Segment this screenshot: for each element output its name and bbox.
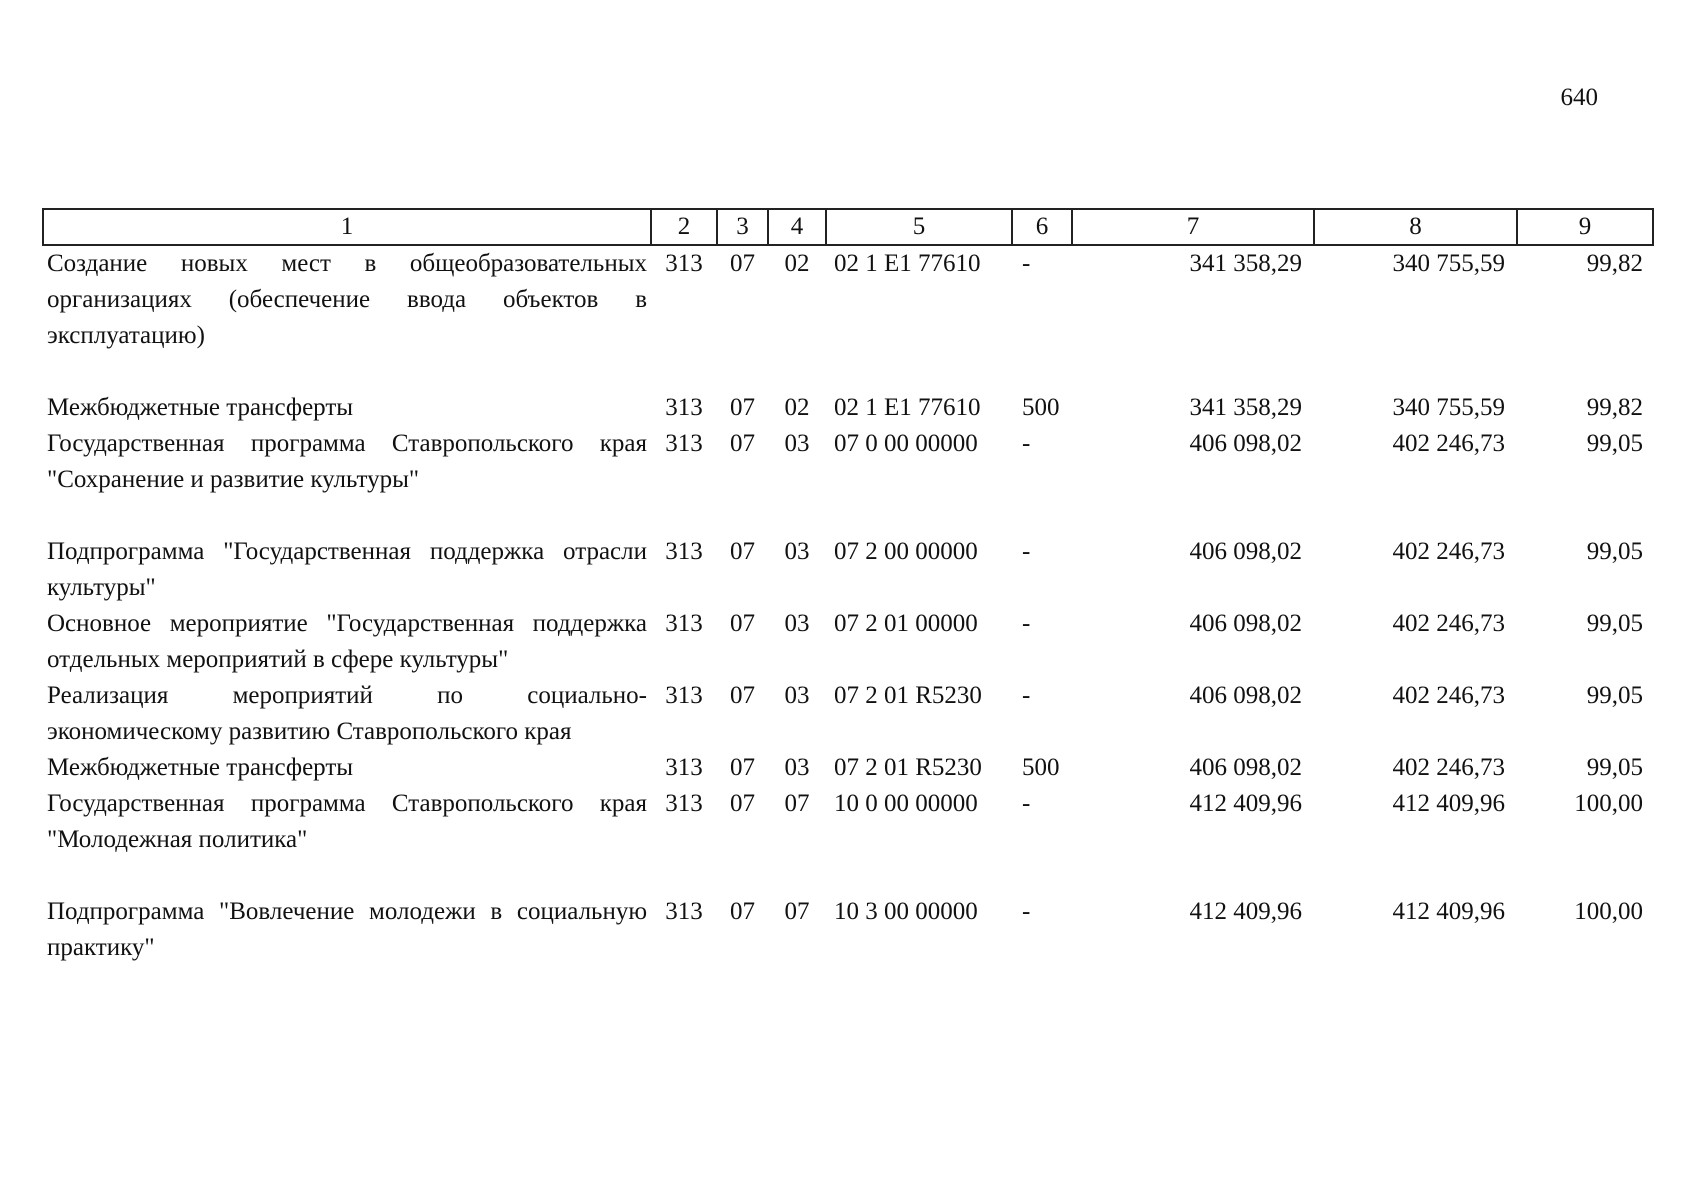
col9-cell: 99,05 <box>1586 610 1643 637</box>
col9-cell: 100,00 <box>1574 790 1643 817</box>
table-row <box>43 534 1653 606</box>
header-cell: 1 <box>43 209 651 245</box>
col2-cell: 313 <box>665 538 703 565</box>
col9-cell: 99,82 <box>1586 250 1643 277</box>
col2-cell: 313 <box>665 394 703 421</box>
col6-cell: - <box>1022 898 1031 925</box>
header-cell: 9 <box>1517 209 1653 245</box>
row-name-cell: Межбюджетные трансферты <box>47 394 354 421</box>
col8-cell: 412 409,96 <box>1392 790 1505 817</box>
col6-cell: - <box>1022 250 1031 277</box>
col6-cell: - <box>1022 682 1031 709</box>
col9-cell: 99,05 <box>1586 682 1643 709</box>
col7-cell: 341 358,29 <box>1189 394 1302 421</box>
table-row <box>43 245 1653 390</box>
col4-cell: 07 <box>784 898 810 925</box>
col3-cell: 07 <box>730 430 755 457</box>
header-cell: 8 <box>1314 209 1517 245</box>
col7-cell: 406 098,02 <box>1189 610 1302 637</box>
col3-cell: 07 <box>730 790 755 817</box>
col5-cell: 10 0 00 00000 <box>834 790 978 817</box>
row-name-cell: Основное мероприятие "Государственная поддержка отдельных мероприятий в сфере культуры" <box>47 610 647 673</box>
col3-cell: 07 <box>730 394 755 421</box>
col4-cell: 02 <box>784 250 810 277</box>
header-cell: 6 <box>1012 209 1072 245</box>
header-cell: 3 <box>717 209 768 245</box>
col9-cell: 99,05 <box>1586 754 1643 781</box>
col7-cell: 412 409,96 <box>1189 898 1302 925</box>
col9-cell: 99,05 <box>1586 430 1643 457</box>
row-name-cell: Создание новых мест в общеобразовательных организациях (обеспечение ввода объектов в эксплуатацию) <box>47 250 647 349</box>
row-name-cell: Государственная программа Ставропольского края "Молодежная политика" <box>47 790 647 853</box>
col7-cell: 341 358,29 <box>1189 250 1302 277</box>
col2-cell: 313 <box>665 610 703 637</box>
table-row <box>43 786 1653 894</box>
table-row <box>43 606 1653 678</box>
col3-cell: 07 <box>730 682 755 709</box>
row-name-cell: Межбюджетные трансферты <box>47 754 354 781</box>
col6-cell: - <box>1022 790 1031 817</box>
col6-cell: - <box>1022 430 1031 457</box>
col8-cell: 340 755,59 <box>1392 394 1505 421</box>
col6-cell: - <box>1022 610 1031 637</box>
col7-cell: 406 098,02 <box>1189 430 1302 457</box>
col6-cell: - <box>1022 538 1031 565</box>
col3-cell: 07 <box>730 250 755 277</box>
col6-cell: 500 <box>1022 394 1060 421</box>
col8-cell: 412 409,96 <box>1392 898 1505 925</box>
col8-cell: 340 755,59 <box>1392 250 1505 277</box>
col5-cell: 02 1 E1 77610 <box>834 394 981 421</box>
header-row <box>43 209 1653 245</box>
col3-cell: 07 <box>730 754 755 781</box>
col3-cell: 07 <box>730 538 755 565</box>
col2-cell: 313 <box>665 430 703 457</box>
row-name-cell: Подпрограмма "Вовлечение молодежи в социальную практику" <box>47 898 647 961</box>
col3-cell: 07 <box>730 610 755 637</box>
col7-cell: 412 409,96 <box>1189 790 1302 817</box>
col8-cell: 402 246,73 <box>1392 682 1505 709</box>
budget-table <box>42 208 1654 966</box>
page-number: 640 <box>1560 84 1598 111</box>
table-row <box>43 750 1653 786</box>
col2-cell: 313 <box>665 898 703 925</box>
table-row <box>43 678 1653 750</box>
col6-cell: 500 <box>1022 754 1060 781</box>
col9-cell: 99,05 <box>1586 538 1643 565</box>
col4-cell: 03 <box>784 682 810 709</box>
col2-cell: 313 <box>665 250 703 277</box>
header-cell: 2 <box>651 209 717 245</box>
col5-cell: 07 0 00 00000 <box>834 430 978 457</box>
row-name-cell: Реализация мероприятий по социально-экономическому развитию Ставропольского края <box>47 682 647 745</box>
col2-cell: 313 <box>665 754 703 781</box>
table-row <box>43 390 1653 426</box>
table-row <box>43 426 1653 534</box>
col5-cell: 07 2 00 00000 <box>834 538 978 565</box>
col5-cell: 07 2 01 R5230 <box>834 754 982 781</box>
col3-cell: 07 <box>730 898 755 925</box>
col7-cell: 406 098,02 <box>1189 538 1302 565</box>
col5-cell: 02 1 E1 77610 <box>834 250 981 277</box>
col7-cell: 406 098,02 <box>1189 754 1302 781</box>
row-name-cell: Подпрограмма "Государственная поддержка отрасли культуры" <box>47 538 647 601</box>
col8-cell: 402 246,73 <box>1392 610 1505 637</box>
col2-cell: 313 <box>665 790 703 817</box>
col4-cell: 03 <box>784 754 810 781</box>
col8-cell: 402 246,73 <box>1392 754 1505 781</box>
col4-cell: 03 <box>784 430 810 457</box>
col5-cell: 10 3 00 00000 <box>834 898 978 925</box>
table-row <box>43 894 1653 966</box>
col9-cell: 100,00 <box>1574 898 1643 925</box>
col5-cell: 07 2 01 R5230 <box>834 682 982 709</box>
row-name-cell: Государственная программа Ставропольского края "Сохранение и развитие культуры" <box>47 430 647 493</box>
col8-cell: 402 246,73 <box>1392 430 1505 457</box>
col4-cell: 07 <box>784 790 810 817</box>
header-cell: 5 <box>826 209 1012 245</box>
col7-cell: 406 098,02 <box>1189 682 1302 709</box>
col4-cell: 03 <box>784 538 810 565</box>
col4-cell: 02 <box>784 394 810 421</box>
col8-cell: 402 246,73 <box>1392 538 1505 565</box>
col5-cell: 07 2 01 00000 <box>834 610 978 637</box>
col2-cell: 313 <box>665 682 703 709</box>
header-cell: 4 <box>768 209 826 245</box>
col9-cell: 99,82 <box>1586 394 1643 421</box>
header-cell: 7 <box>1072 209 1314 245</box>
col4-cell: 03 <box>784 610 810 637</box>
